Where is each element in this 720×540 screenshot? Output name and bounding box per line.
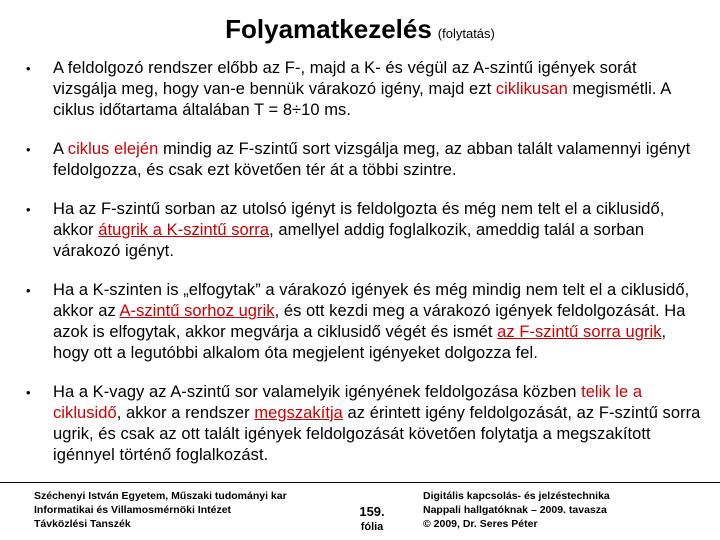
bullet-text: Ha a K-szinten is „elfogytak” a várakozó igények és még mindig nem telt el a ciklusidő, akkor az bbox=[53, 281, 690, 320]
footer-divider bbox=[0, 482, 720, 483]
footer-course bbox=[423, 489, 610, 531]
footer-page bbox=[352, 504, 392, 535]
footer-department: Távközlési Tanszék bbox=[34, 518, 131, 530]
title-main: Folyamatkezelés bbox=[225, 14, 432, 44]
slide-title bbox=[0, 14, 720, 45]
bullet-text: A bbox=[53, 140, 68, 158]
emphasis-text: A-szintű sorhoz ugrik bbox=[119, 302, 275, 320]
bullet-text: Ha a K-vagy az A-szintű sor valamelyik igényének feldolgozása közben bbox=[53, 383, 582, 401]
bullet-text: , hogy ott a legutóbbi alkalom óta megjelent igényeket dolgozza fel. bbox=[53, 323, 667, 362]
bullet-list bbox=[22, 58, 702, 484]
bullet-icon: • bbox=[26, 283, 31, 298]
footer-course-title: Digitális kapcsolás- és jelzéstechnika bbox=[423, 490, 610, 502]
footer-copyright: © 2009, Dr. Seres Péter bbox=[423, 518, 538, 530]
bullet-icon: • bbox=[26, 61, 31, 76]
bullet-text: az érintett igény feldolgozását, az F-szintű sorra ugrik, és csak az ott talált igények feldolgozását követően folytatja a megszakított igénnyel történő foglalkozást. bbox=[53, 404, 701, 464]
bullet-text: , akkor a rendszer bbox=[116, 404, 255, 422]
bullet-item bbox=[22, 199, 702, 262]
emphasis-text: ciklus elején bbox=[67, 140, 159, 158]
emphasis-text: megszakítja bbox=[254, 404, 343, 422]
bullet-item bbox=[22, 382, 702, 466]
page-label: fólia bbox=[360, 521, 384, 533]
slide-footer bbox=[0, 484, 720, 540]
bullet-icon: • bbox=[26, 142, 31, 157]
bullet-item bbox=[22, 139, 702, 181]
emphasis-text: az F-szintű sorra ugrik bbox=[497, 323, 662, 341]
bullet-icon: • bbox=[26, 385, 31, 400]
bullet-text: , amellyel addig foglalkozik, ameddig talál a sorban várakozó igényt. bbox=[53, 221, 645, 260]
emphasis-text: átugrik a K-szintű sorra bbox=[98, 221, 270, 239]
bullet-text: megismétli. A ciklus időtartama általában T = 8÷10 ms. bbox=[53, 80, 671, 119]
bullet-icon: • bbox=[26, 202, 31, 217]
footer-institute: Informatikai és Villamosmérnöki Intézet bbox=[34, 504, 232, 516]
bullet-text: , és ott kezdi meg a várakozó igények feldolgozását. Ha azok is elfogytak, akkor megvárja a ciklusidő végét és ismét bbox=[53, 302, 686, 341]
bullet-text: A feldolgozó rendszer előbb az F-, majd a K- és végül az A-szintű igények sorát vizsgálja meg, hogy van-e bennük várakozó igény, majd ezt bbox=[53, 59, 637, 98]
footer-course-term: Nappali hallgatóknak – 2009. tavasza bbox=[423, 504, 607, 516]
emphasis-text: ciklikusan bbox=[495, 80, 568, 98]
page-number: 159. bbox=[359, 504, 385, 519]
bullet-text: Ha az F-szintű sorban az utolsó igényt is feldolgozta és még nem telt el a ciklusidő, akkor bbox=[53, 200, 665, 239]
footer-institution bbox=[34, 489, 287, 531]
title-sub: (folytatás) bbox=[437, 26, 495, 41]
bullet-item bbox=[22, 58, 702, 121]
emphasis-text: telik le a ciklusidő bbox=[53, 383, 643, 422]
bullet-text: mindig az F-szintű sort vizsgálja meg, az abban talált valamennyi igényt feldolgozza, és csak ezt követően tér át a többi szintre. bbox=[53, 140, 691, 179]
bullet-item bbox=[22, 280, 702, 364]
footer-university: Széchenyi István Egyetem, Műszaki tudományi kar bbox=[34, 490, 287, 502]
